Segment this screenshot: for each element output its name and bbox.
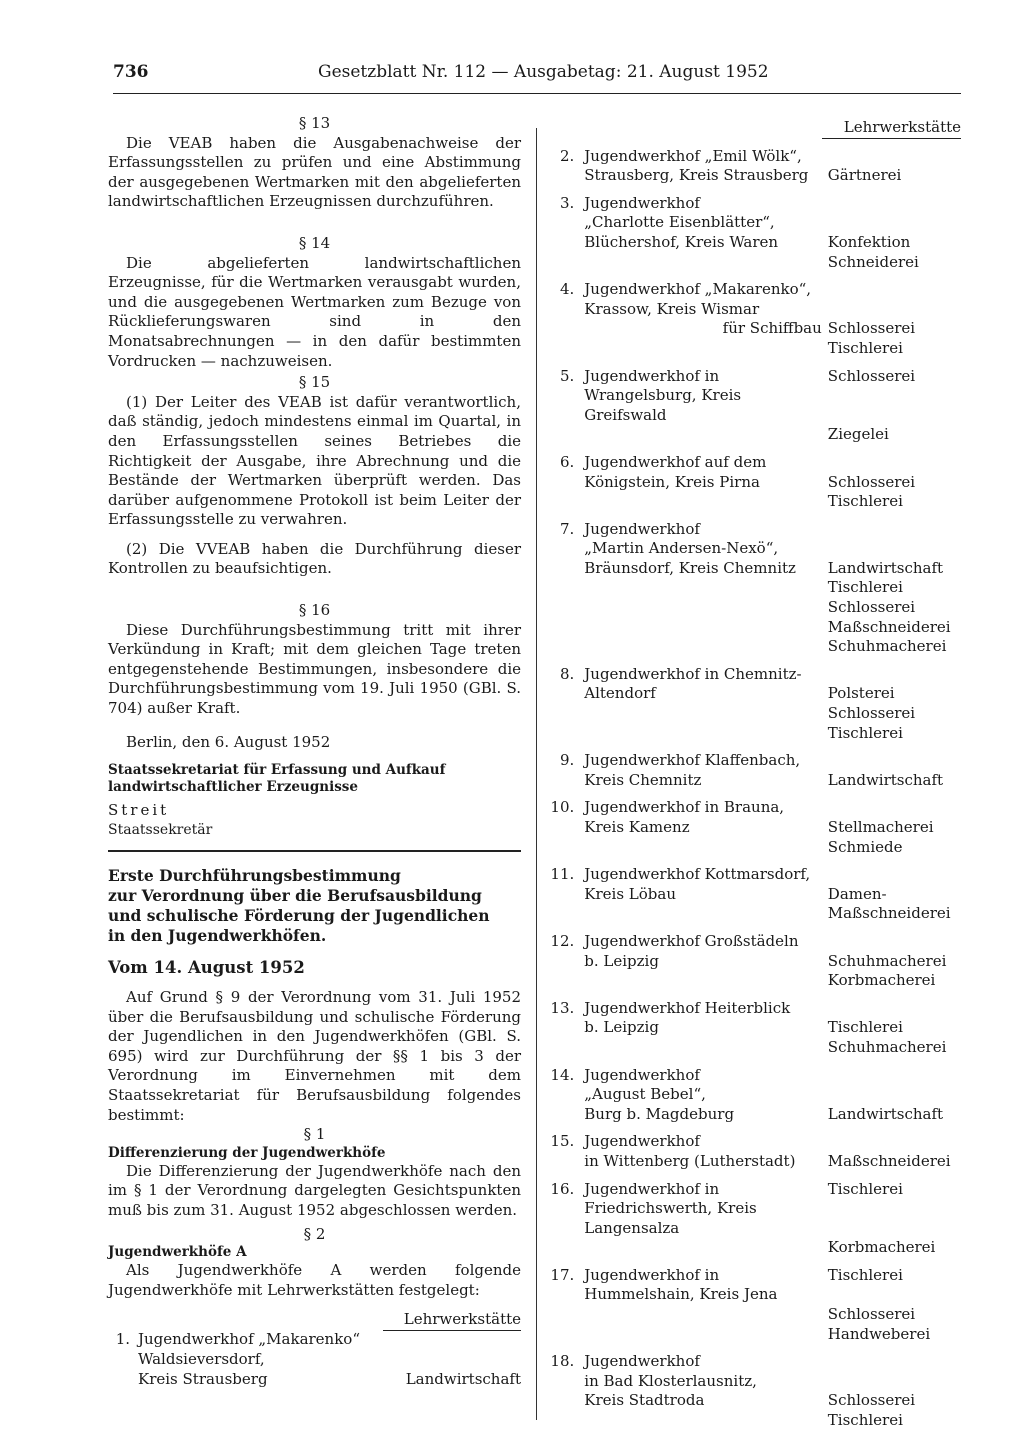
entry-row <box>541 425 961 445</box>
entry-workshop: Korbmacherei <box>827 971 936 990</box>
entry-name-line <box>580 1238 822 1258</box>
entry-name-line <box>580 1325 822 1345</box>
entry-number: 9. <box>559 751 575 770</box>
entry-name-line: Jugendwerkhof in Brauna, <box>584 798 785 817</box>
entry-number: 3. <box>559 193 575 212</box>
entry-name-line <box>580 1038 822 1058</box>
entry-row <box>541 1391 961 1411</box>
entry-name-line: Jugendwerkhof Heiterblick <box>584 998 791 1017</box>
entry-row <box>541 818 961 838</box>
page-number: 736 <box>113 62 149 82</box>
entry-name-line: Strausberg, Kreis Strausberg <box>584 166 809 185</box>
entry-number: 12. <box>550 931 575 950</box>
entry-name-line: Burg b. Magdeburg <box>584 1104 735 1123</box>
left-column <box>108 114 521 1389</box>
authority-line-2: landwirtschaftlicher Erzeugnisse <box>108 779 358 796</box>
entry-workshop <box>822 665 961 685</box>
entry-row <box>541 751 961 771</box>
entry-row <box>541 771 961 791</box>
section-15-para-2: (2) Die VVEAB haben die Durchführung dieser Kontrollen zu beaufsichtigen. <box>108 539 521 578</box>
entry-name-line: Kreis Stadtroda <box>584 1391 705 1410</box>
entry-row <box>541 213 961 233</box>
entry-row <box>541 1018 961 1038</box>
entry-row <box>541 1325 961 1345</box>
entry-row <box>541 453 961 473</box>
entry-name-line: Jugendwerkhof Klaffenbach, <box>584 751 801 770</box>
entry-row <box>541 971 961 991</box>
section-16-text: Diese Durchführungsbestimmung tritt mit ihrer Verkündung in Kraft; mit dem gleichen Tage treten entgegenstehende Bestimmungen, insbesondere die Durchführungsbestimmung vom 19. Juli 1950 (GBl. S. 704) außer Kraft. <box>108 620 521 718</box>
signer-title: Staatssekretär <box>108 821 213 838</box>
entry-number: 1. <box>115 1330 130 1349</box>
entry-workshop: Polsterei <box>827 684 895 703</box>
entry-name-line: b. Leipzig <box>584 951 659 970</box>
entry-name-line: in Bad Klosterlausnitz, <box>584 1371 757 1390</box>
entry-name-line <box>580 598 822 618</box>
entry-workshop <box>822 999 961 1019</box>
entry-row <box>541 253 961 273</box>
entry-workshop: Landwirtschaft <box>827 1104 944 1123</box>
entry-name-line <box>580 578 822 598</box>
paragraph-2-number: § 2 <box>303 1224 326 1243</box>
entry-row <box>541 684 961 704</box>
entry-workshop: Schlosserei <box>827 1391 916 1410</box>
entry-workshop: Schuhmacherei <box>827 637 947 656</box>
entry-row <box>541 838 961 858</box>
ordinance-title-line-2: zur Verordnung über die Berufsausbildung <box>108 886 482 906</box>
entry-workshop: Tischlerei <box>827 1179 903 1198</box>
entry-row <box>541 704 961 724</box>
entry-workshop: Tischlerei <box>827 723 903 742</box>
entry-workshop <box>822 539 961 559</box>
entry-name-line: Blüchershof, Kreis Waren <box>584 232 779 251</box>
entry-row <box>541 598 961 618</box>
entry-name-line: Bräunsdorf, Kreis Chemnitz <box>584 558 796 577</box>
entry-workshop: Tischlerei <box>827 578 903 597</box>
entry-row <box>541 637 961 657</box>
entry-workshop: Schuhmacherei <box>827 951 947 970</box>
entry-name-line: Jugendwerkhof auf dem <box>584 452 767 471</box>
entry-name-line: Jugendwerkhof in Chemnitz- <box>584 664 802 683</box>
entry-workshop: Schlosserei <box>827 598 916 617</box>
entry-workshop: Stellmacherei <box>827 818 934 836</box>
entry-workshop: Maßschneiderei <box>827 617 951 636</box>
entry-row <box>541 1038 961 1058</box>
section-14-number: § 14 <box>298 233 331 252</box>
entry-workshop: Gärtnerei <box>827 166 902 185</box>
section-15-para-1: (1) Der Leiter des VEAB ist dafür verantwortlich, daß ständig, jedoch mindestens einmal im Quartal, in den Erfassungsstellen seines Betriebes die Richtigkeit der Ausgabe, ihre Abrechnung und die Bestände der Wertmarken überprüft werden. Das darüber aufgenommene Protokoll ist beim Leiter der Erfassungsstelle zu verwahren. <box>108 392 521 529</box>
entry-workshop: Tischlerei <box>827 1411 903 1430</box>
entry-name-line: in Wittenberg (Lutherstadt) <box>584 1151 796 1170</box>
entry-name-line: b. Leipzig <box>584 1018 659 1037</box>
entry-row <box>541 578 961 598</box>
entry-row <box>541 952 961 972</box>
entry-number: 10. <box>550 798 575 817</box>
entry-row <box>541 724 961 744</box>
entry-workshop <box>822 932 961 952</box>
entry-row <box>541 798 961 818</box>
section-14-text: Die abgelieferten landwirtschaftlichen Erzeugnisse, für die Wertmarken verausgabt wurden, und die ausgegebenen Wertmarken zum Bezuge von Rücklieferungswaren sind in den Monatsabrechnungen — in den dafür bestimmten Vordrucken — nachzuweisen. <box>108 253 521 370</box>
ordinance-intro: Auf Grund § 9 der Verordnung vom 31. Juli 1952 über die Berufsausbildung und schulische Förderung der Jugendlichen in den Jugendwerkhöfen (GBl. S. 695) wird zur Durchführung der §§ 1 bis 3 der Verordnung im Einvernehmen mit dem Staatssekretariat für Berufsausbildung folgendes bestimmt: <box>108 988 521 1124</box>
entry-workshop: Schmiede <box>827 837 903 856</box>
entry-name-line <box>580 339 822 359</box>
paragraph-2-heading: Jugendwerkhöfe A <box>108 1244 247 1261</box>
entry-number: 14. <box>550 1065 575 1084</box>
entry-name-line: „August Bebel“, <box>584 1085 706 1104</box>
entry-workshop <box>822 751 961 771</box>
entry-number: 11. <box>550 865 575 884</box>
column-divider <box>536 128 537 1420</box>
entry-workshop <box>822 1352 961 1372</box>
entry-number: 7. <box>559 519 575 538</box>
entry-workshop <box>822 1372 961 1392</box>
entry-row <box>541 233 961 253</box>
entry-row <box>541 300 961 320</box>
entry-name-line <box>580 425 822 445</box>
entry-number: 5. <box>559 366 575 385</box>
entry-workshop: Tischlerei <box>827 492 903 511</box>
entry-name-line <box>580 971 822 991</box>
entry-number: 6. <box>559 452 575 471</box>
entry-row <box>541 932 961 952</box>
entry-workshop: Handweberei <box>827 1324 931 1343</box>
authority-line-1: Staatssekretariat für Erfassung und Aufkauf <box>108 762 446 779</box>
entry-row <box>541 1411 961 1431</box>
entry-workshop: Schlosserei <box>827 366 916 385</box>
entry-row <box>541 319 961 339</box>
entry-workshop: Damen- <box>827 884 887 903</box>
entry-name-line: Kreis Strausberg <box>138 1369 268 1388</box>
page-header-title: Gesetzblatt Nr. 112 — Ausgabetag: 21. August 1952 <box>318 62 769 82</box>
entry-row <box>541 1085 961 1105</box>
entry-row <box>541 559 961 579</box>
entry-workshop: Landwirtschaft <box>827 558 944 577</box>
entry-workshop <box>822 147 961 167</box>
entry-row <box>541 1305 961 1325</box>
entry-row <box>541 865 961 885</box>
entry-name-line: für Schiffbau <box>722 319 822 338</box>
ordinance-title-line-3: und schulische Förderung der Jugendlichen <box>108 906 490 926</box>
entry-workshop: Schlosserei <box>827 704 916 723</box>
entry-number: 17. <box>550 1265 575 1284</box>
entry-row <box>541 1066 961 1086</box>
table-header-lehrwerkstaette: Lehrwerkstätte <box>383 1310 521 1330</box>
entry-row <box>541 539 961 559</box>
entry-name-line: Kreis Kamenz <box>584 818 690 836</box>
entry-workshop: Tischlerei <box>827 1018 903 1037</box>
entry-workshop: Schneiderei <box>827 252 919 271</box>
entry-number: 13. <box>550 998 575 1017</box>
entry-row <box>541 492 961 512</box>
paragraph-1-heading: Differenzierung der Jugendwerkhöfe <box>108 1144 386 1161</box>
entry-row <box>541 280 961 300</box>
entry-workshop <box>822 300 961 320</box>
entry-workshop: Schuhmacherei <box>827 1037 947 1056</box>
entry-workshop: Schlosserei <box>827 319 916 338</box>
entry-name-line: Kreis Löbau <box>584 884 676 903</box>
entry-row <box>541 1105 961 1125</box>
entry-workshop <box>822 520 961 540</box>
ordinance-date: Vom 14. August 1952 <box>108 958 305 978</box>
entry-row <box>541 1180 961 1239</box>
entry-row <box>541 904 961 924</box>
entry-name-line: Jugendwerkhof <box>584 1352 700 1371</box>
entry-workshop <box>822 1085 961 1105</box>
entry-name-line: Jugendwerkhof in Wrangelsburg, Kreis Greifswald <box>584 366 742 424</box>
entry-workshop <box>822 280 961 300</box>
section-13-text: Die VEAB haben die Ausgabenachweise der Erfassungsstellen zu prüfen und eine Abstimmung der ausgegebenen Wertmarken mit den abgelieferten landwirtschaftlichen Erzeugnissen durchzuführen. <box>108 133 521 211</box>
entry-row <box>541 618 961 638</box>
section-16-number: § 16 <box>298 601 331 620</box>
entry-name-line: Jugendwerkhof <box>584 1065 700 1084</box>
entry-name-line: Jugendwerkhof „Emil Wölk“, <box>584 146 802 165</box>
entry-row <box>541 1352 961 1372</box>
entry-row <box>541 999 961 1019</box>
ordinance-title-line-4: in den Jugendwerkhöfen. <box>108 926 327 946</box>
entry-number: 15. <box>550 1132 575 1151</box>
entry-row <box>541 166 961 186</box>
entry-row <box>541 885 961 905</box>
entry-number: 16. <box>550 1179 575 1198</box>
entry-workshop: Konfektion <box>827 232 911 251</box>
entry-name-line: Waldsieversdorf, <box>138 1350 265 1368</box>
entry-row <box>541 1132 961 1152</box>
jugendwerkhof-table-right <box>541 118 961 1439</box>
entry-name-line: Jugendwerkhof <box>584 519 700 538</box>
entry-workshop <box>822 453 961 473</box>
entry-name-line: Jugendwerkhof in Friedrichswerth, Kreis Langensalza <box>584 1179 757 1237</box>
entry-name-line: Jugendwerkhof in Hummelshain, Kreis Jena <box>584 1265 778 1304</box>
entry-workshop: Korbmacherei <box>827 1238 936 1257</box>
entry-name-line: Altendorf <box>584 684 656 703</box>
entry-row <box>541 1372 961 1392</box>
entry-workshop: Maßschneiderei <box>827 1151 951 1170</box>
entry-workshop: Tischlerei <box>827 1265 903 1284</box>
paragraph-2-text: Als Jugendwerkhöfe A werden folgende Jugendwerkhöfe mit Lehrwerkstätten festgelegt: <box>108 1261 521 1299</box>
entry-number: 2. <box>559 146 575 165</box>
ordinance-title-line-1: Erste Durchführungsbestimmung <box>108 866 401 886</box>
entry-name-line: Krassow, Kreis Wismar <box>584 299 760 318</box>
entry-name-line: Jugendwerkhof Großstädeln <box>584 931 799 950</box>
section-15-number: § 15 <box>298 373 331 392</box>
entry-name-line <box>580 704 822 724</box>
paragraph-1-text: Die Differenzierung der Jugendwerkhöfe nach den im § 1 der Verordnung dargelegten Gesichtspunkten muß bis zum 31. August 1952 abgeschlossen werden. <box>108 1161 521 1219</box>
entry-row <box>541 147 961 167</box>
jugendwerkhof-table-left <box>108 1310 521 1389</box>
section-separator <box>108 850 521 852</box>
entry-name-line: Jugendwerkhof „Makarenko“ <box>138 1330 361 1349</box>
entry-workshop <box>822 213 961 233</box>
entry-name-line <box>580 838 822 858</box>
entry-workshop: Ziegelei <box>827 425 889 444</box>
entry-name-line: „Martin Andersen-Nexö“, <box>584 539 779 558</box>
header-rule <box>113 93 961 94</box>
entry-number: 18. <box>550 1352 575 1371</box>
entry-row <box>541 520 961 540</box>
entry-name-line: Jugendwerkhof <box>584 1132 700 1151</box>
place-date: Berlin, den 6. August 1952 <box>126 732 331 751</box>
entry-row <box>541 1238 961 1258</box>
entry-workshop: Schlosserei <box>827 472 916 491</box>
entry-name-line: Jugendwerkhof „Makarenko“, <box>584 280 812 299</box>
table-header-lehrwerkstaette: Lehrwerkstätte <box>822 118 961 138</box>
entry-name-line: Jugendwerkhof <box>584 193 700 212</box>
entry-workshop: Maßschneiderei <box>827 904 951 923</box>
entry-number: 8. <box>559 664 575 683</box>
right-column <box>541 118 961 1439</box>
entry-name-line <box>580 724 822 744</box>
entry-name-line <box>580 1411 822 1431</box>
paragraph-1-number: § 1 <box>303 1125 326 1144</box>
entry-workshop <box>822 1066 961 1086</box>
entry-name-line <box>580 1305 822 1325</box>
entry-row <box>541 665 961 685</box>
entry-name-line <box>580 637 822 657</box>
entry-name-line <box>580 253 822 273</box>
entry-name-line <box>580 618 822 638</box>
entry-workshop: Landwirtschaft <box>405 1369 521 1388</box>
entry-workshop: Landwirtschaft <box>827 770 944 789</box>
entry-name-line <box>580 492 822 512</box>
entry-workshop <box>822 865 961 885</box>
entry-workshop: Schlosserei <box>827 1305 916 1324</box>
entry-row <box>541 473 961 493</box>
entry-row <box>541 1266 961 1305</box>
entry-row <box>541 1152 961 1172</box>
entry-row <box>541 367 961 426</box>
section-13-number: § 13 <box>298 114 331 132</box>
entry-name-line: Jugendwerkhof Kottmarsdorf, <box>584 865 811 884</box>
signer-name: Streit <box>108 801 170 820</box>
entry-number: 4. <box>559 280 575 299</box>
entry-workshop <box>822 798 961 818</box>
entry-name-line: „Charlotte Eisenblätter“, <box>584 213 775 232</box>
entry-name-line: Königstein, Kreis Pirna <box>584 472 760 491</box>
entry-name-line <box>580 904 822 924</box>
entry-row <box>541 339 961 359</box>
entry-row <box>541 194 961 214</box>
entry-workshop <box>822 194 961 214</box>
entry-workshop <box>822 1132 961 1152</box>
entry-name-line: Kreis Chemnitz <box>584 770 702 789</box>
entry-workshop: Tischlerei <box>827 338 903 357</box>
